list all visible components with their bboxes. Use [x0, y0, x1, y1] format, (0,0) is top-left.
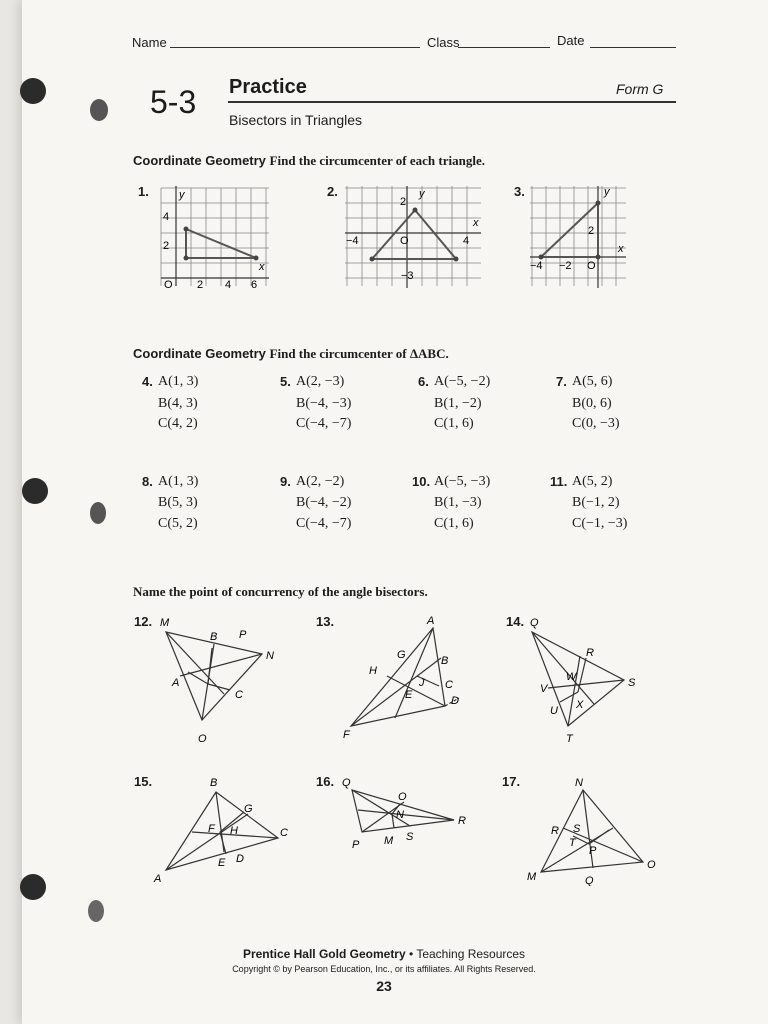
point-label: B	[210, 777, 218, 789]
axis-label: y	[419, 188, 425, 200]
section2-instruction	[133, 346, 449, 362]
binder-hole-3	[20, 874, 46, 900]
problem-number: 16.	[316, 774, 335, 789]
point-label: Q	[530, 617, 539, 629]
point-label: R	[551, 825, 559, 837]
point-label: C	[445, 679, 453, 691]
point-label: M	[384, 835, 394, 847]
problem-number: 5.	[280, 374, 291, 389]
point-label: H	[230, 825, 238, 837]
point-label: C	[280, 827, 288, 839]
section2-heading: Coordinate Geometry	[133, 346, 266, 361]
tick-label: 2	[163, 240, 170, 252]
point-label: S	[628, 677, 636, 689]
problem-number: 11.	[550, 474, 568, 489]
title-rule	[228, 101, 676, 103]
point-label: Q	[342, 777, 351, 789]
point-label: H	[369, 665, 377, 677]
vertex-point: A(5, 2)	[572, 474, 613, 489]
point-label: E	[405, 689, 413, 701]
binder-hole-1	[20, 78, 46, 104]
problem-number: 8.	[142, 474, 153, 489]
tick-label: O	[587, 260, 596, 272]
point-label: D	[451, 695, 459, 707]
vertex-point: A(−5, −3)	[434, 474, 491, 489]
point-label: S	[573, 823, 581, 835]
vertex-point: A(1, 3)	[158, 374, 199, 389]
tick-label: 4	[225, 279, 232, 290]
tick-label: 6	[251, 279, 258, 290]
point-label: R	[586, 647, 594, 659]
problem-number: 6.	[418, 374, 429, 389]
point-label: N	[575, 777, 583, 789]
axis-label: y	[604, 186, 610, 198]
section2-text: Find the circumcenter of ΔABC.	[269, 346, 449, 361]
vertex-point: B(0, 6)	[572, 396, 612, 411]
tick-label: 2	[197, 279, 204, 290]
point-label: P	[239, 629, 247, 641]
problem-number: 1.	[138, 184, 149, 199]
tick-label: −2	[559, 260, 572, 272]
vertex-point: C(1, 6)	[434, 516, 474, 531]
tick-label: 4	[163, 211, 170, 223]
section1-text: Find the circumcenter of each triangle.	[269, 153, 485, 168]
lesson-number: 5-3	[150, 84, 197, 120]
point-label: G	[397, 649, 406, 661]
graph-problem-3	[528, 184, 628, 290]
figure-16	[340, 774, 480, 864]
vertex-point: C(−1, −3)	[572, 516, 628, 531]
tick-label: 4	[463, 235, 470, 247]
problem-number: 9.	[280, 474, 291, 489]
section1-heading: Coordinate Geometry	[133, 153, 266, 168]
point-label: V	[540, 683, 548, 695]
problem-number: 4.	[142, 374, 153, 389]
tick-label: −4	[530, 260, 543, 272]
figure-14	[520, 614, 650, 748]
resource-title: Teaching Resources	[416, 947, 526, 961]
vertex-point: A(−5, −2)	[434, 374, 491, 389]
problem-number: 12.	[134, 614, 153, 629]
class-field[interactable]	[458, 47, 550, 48]
lesson-title: Practice	[229, 76, 307, 98]
vertex-point: B(1, −3)	[434, 495, 482, 510]
tick-label: 2	[400, 196, 407, 208]
figure-12	[150, 614, 280, 748]
point-label: O	[647, 859, 656, 871]
class-label: Class	[427, 35, 460, 50]
vertex-point: B(−4, −3)	[296, 396, 352, 411]
lesson-subtitle: Bisectors in Triangles	[229, 112, 363, 128]
vertex-point: C(4, 2)	[158, 416, 198, 431]
point-label: R	[458, 815, 466, 827]
point-label: F	[208, 823, 215, 835]
vertex-point: A(1, 3)	[158, 474, 199, 489]
point-label: J	[419, 677, 425, 689]
point-label: M	[527, 871, 537, 883]
problem-number: 2.	[327, 184, 338, 199]
point-label: S	[406, 831, 414, 843]
name-field[interactable]	[170, 47, 420, 48]
point-label: A	[427, 615, 435, 627]
point-label: T	[566, 733, 573, 745]
point-label: B	[210, 631, 218, 643]
date-field[interactable]	[590, 47, 676, 48]
binder-hole-6	[88, 900, 104, 922]
vertex-point: B(1, −2)	[434, 396, 482, 411]
problem-number: 3.	[514, 184, 525, 199]
vertex-point: B(5, 3)	[158, 495, 198, 510]
point-label: D	[236, 853, 244, 865]
axis-label: x	[473, 217, 479, 229]
point-label: E	[218, 857, 226, 869]
point-label: G	[244, 803, 253, 815]
date-label: Date	[557, 33, 585, 48]
point-label: M	[160, 617, 170, 629]
vertex-point: C(0, −3)	[572, 416, 620, 431]
graph-problem-2	[343, 184, 483, 290]
axis-label: y	[179, 189, 185, 201]
vertex-point: B(4, 3)	[158, 396, 198, 411]
point-label: X	[576, 699, 584, 711]
vertex-point: C(5, 2)	[158, 516, 198, 531]
problem-number: 10.	[412, 474, 431, 489]
binder-hole-4	[90, 99, 108, 121]
section1-instruction	[133, 153, 485, 169]
problem-number: 17.	[502, 774, 521, 789]
point-label: U	[550, 705, 558, 717]
vertex-point: A(5, 6)	[572, 374, 613, 389]
graph-problem-1	[155, 184, 273, 290]
page-number: 23	[376, 978, 392, 994]
point-label: N	[266, 650, 274, 662]
point-label: A	[172, 677, 180, 689]
figure-15	[150, 774, 290, 886]
figure-17	[525, 774, 661, 886]
binder-hole-5	[90, 502, 106, 524]
point-label: A	[154, 873, 162, 885]
footer-bullet: •	[409, 947, 414, 961]
tick-label: O	[164, 279, 173, 290]
copyright-line: Copyright © by Pearson Education, Inc., or its affiliates. All Rights Reserved.	[232, 964, 536, 974]
problem-number: 14.	[506, 614, 525, 629]
tick-label: 2	[588, 225, 595, 237]
footer-credit	[0, 947, 768, 961]
name-label: Name	[132, 35, 167, 50]
binder-hole-2	[22, 478, 48, 504]
problem-number: 15.	[134, 774, 153, 789]
book-title: Prentice Hall Gold Geometry	[242, 947, 406, 961]
vertex-point: A(2, −2)	[296, 474, 345, 489]
point-label: Q	[585, 875, 594, 886]
vertex-point: B(−4, −2)	[296, 495, 352, 510]
tick-label: −3	[401, 270, 414, 282]
axis-label: x	[259, 261, 265, 273]
figure-13	[335, 614, 475, 748]
vertex-point: C(−4, −7)	[296, 416, 352, 431]
vertex-point: C(−4, −7)	[296, 516, 352, 531]
point-label: P	[589, 845, 597, 857]
axis-label: x	[618, 243, 624, 255]
point-label: O	[398, 791, 407, 803]
problem-number: 13.	[316, 614, 335, 629]
point-label: W	[566, 671, 577, 683]
section3-instruction: Name the point of concurrency of the angle bisectors.	[133, 584, 428, 599]
tick-label: O	[400, 235, 409, 247]
problem-number: 7.	[556, 374, 567, 389]
point-label: C	[235, 689, 243, 701]
vertex-point: B(−1, 2)	[572, 495, 620, 510]
point-label: P	[352, 839, 360, 851]
vertex-point: A(2, −3)	[296, 374, 345, 389]
vertex-point: C(1, 6)	[434, 416, 474, 431]
point-label: F	[343, 729, 350, 741]
point-label: O	[198, 733, 207, 745]
point-label: N	[396, 809, 404, 821]
point-label: B	[441, 655, 449, 667]
point-label: T	[569, 837, 576, 849]
form-label: Form G	[616, 81, 664, 97]
tick-label: −4	[346, 235, 359, 247]
